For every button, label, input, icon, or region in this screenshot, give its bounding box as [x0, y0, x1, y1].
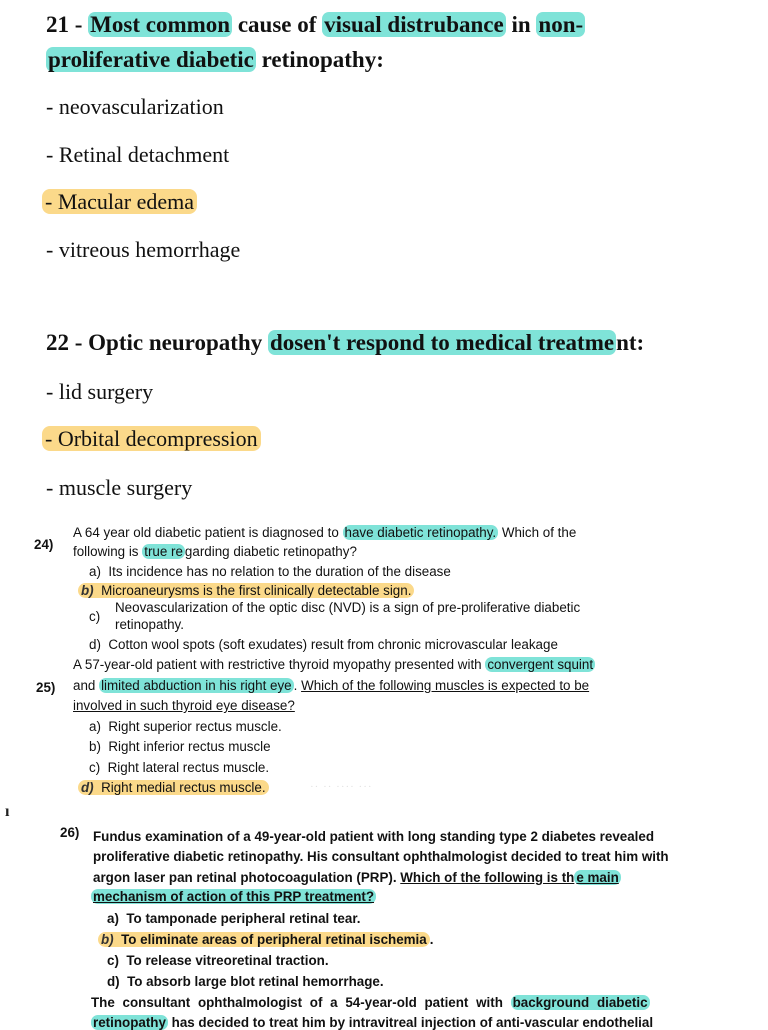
q21-highlight-visual: visual distrubance: [324, 12, 504, 37]
q25-c-text: Right lateral rectus muscle.: [107, 760, 270, 775]
q25-option-a: [89, 719, 282, 734]
q26-c-text: To release vitreoretinal traction.: [126, 953, 329, 968]
q21-option-d: - vitreous hemorrhage: [46, 237, 241, 262]
q26-stem-line2: proliferative diabetic retinopathy. His consultant ophthalmologist decided to treat him with: [93, 849, 669, 864]
q25-option-c: [89, 760, 269, 775]
q24-option-c-line1: Neovascularization of the optic disc (NVD) is a sign of pre-proliferative diabetic: [115, 600, 581, 615]
q21-text: cause of: [232, 12, 323, 37]
q26-option-d: [107, 974, 384, 989]
bleed-through-smudge: ·· ·· ···· ···: [310, 781, 373, 793]
q27-stem-line2: [91, 1015, 653, 1030]
q26-d-text: To absorb large blot retinal hemorrhage.: [127, 974, 384, 989]
q24-number: 24): [34, 537, 54, 552]
q25-stem-line3: involved in such thyroid eye disease?: [73, 698, 295, 713]
q21-text: retinopathy:: [255, 47, 384, 72]
q25-stem-line2: [73, 678, 589, 693]
q24-text: garding diabetic retinopathy?: [184, 544, 357, 559]
q26-stem-line4: [91, 889, 376, 904]
q24-text: A 64 year old diabetic patient is diagnosed to: [73, 525, 343, 540]
q26-underlined-question: Which of the following is th: [400, 870, 575, 885]
q25-number: 25): [36, 680, 56, 695]
q21-title-line1: [46, 12, 585, 38]
q21-option-b: - Retinal detachment: [46, 142, 230, 167]
q24-option-b-answer: [78, 583, 414, 598]
q24-highlight: have diabetic retinopathy.: [344, 525, 497, 540]
q25-highlight: convergent squint: [487, 657, 594, 672]
q25-underlined-question: Which of the following muscles is expected to be: [301, 678, 590, 693]
q25-option-b: [89, 739, 271, 754]
q24-option-c-line2: retinopathy.: [115, 617, 184, 632]
q24-text: Which of the: [498, 525, 577, 540]
q26-a-key: a): [107, 911, 119, 926]
q22-highlight: dosen't respond to medical treatme: [269, 330, 615, 355]
q21-highlight-non: non-: [538, 12, 584, 37]
q25-highlight: limited abduction in his right eye: [101, 678, 292, 693]
q22-number: 22 -: [46, 330, 89, 355]
q24-d-text: Cotton wool spots (soft exudates) result from chronic microvascular leakage: [108, 637, 558, 652]
q25-d-key: d): [81, 780, 94, 795]
q24-d-key: d): [89, 637, 101, 652]
q22-answer-highlight: - Orbital decompression: [42, 426, 261, 451]
q26-b-text: To eliminate areas of peripheral retinal ischemia: [121, 932, 427, 947]
q22-option-c: - muscle surgery: [46, 475, 193, 500]
q26-d-key: d): [107, 974, 120, 989]
q25-option-d-answer: [78, 780, 269, 795]
q26-option-a: [107, 911, 361, 926]
q26-c-key: c): [107, 953, 119, 968]
q24-option-d: [89, 637, 558, 652]
q26-number: 26): [60, 825, 80, 840]
q24-answer-highlight: [78, 583, 414, 598]
q27-stem-line1: [91, 995, 705, 1010]
q21-title-line2: [46, 47, 384, 73]
q21-highlight-proliferative: proliferative diabetic: [48, 47, 254, 72]
q22-option-a: - lid surgery: [46, 379, 154, 404]
q25-a-text: Right superior rectus muscle.: [108, 719, 282, 734]
q24-stem-line1: [73, 525, 701, 540]
q25-text: and: [73, 678, 100, 693]
q25-stem-line1: [73, 657, 595, 672]
margin-mark: ı: [5, 803, 10, 820]
q24-text: following is: [73, 544, 143, 559]
q24-highlight: true re: [144, 544, 183, 559]
q21-option-a: - neovascularization: [46, 94, 224, 119]
q26-b-key: b): [101, 932, 114, 947]
q27-highlight: retinopathy: [93, 1015, 166, 1030]
q22-option-b-answer: [42, 426, 261, 452]
q26-answer-highlight: [98, 932, 430, 947]
q24-a-text: Its incidence has no relation to the duration of the disease: [108, 564, 451, 579]
q24-option-c-key: c): [89, 609, 101, 624]
q25-b-key: b): [89, 739, 101, 754]
q21-answer-highlight: - Macular edema: [42, 189, 197, 214]
q27-text: has decided to treat him by intravitreal injection of anti-vascular endothelial: [167, 1015, 654, 1030]
q27-text: The consultant ophthalmologist of a 54-year-old patient with: [91, 995, 511, 1010]
q22-title: [46, 330, 644, 356]
q21-option-c-answer: [42, 189, 197, 215]
q24-b-key: b): [81, 583, 94, 598]
q21-number: 21 -: [46, 12, 89, 37]
q25-answer-highlight: [78, 780, 269, 795]
q21-highlight-most-common: Most common: [90, 12, 231, 37]
q25-d-text: Right medial rectus muscle.: [101, 780, 266, 795]
q25-c-key: c): [89, 760, 101, 775]
q24-stem-line2: [73, 544, 357, 559]
q25-a-key: a): [89, 719, 101, 734]
q26-option-c: [107, 953, 329, 968]
q26-stem-line3: [93, 870, 621, 885]
q25-b-text: Right inferior rectus muscle: [108, 739, 271, 754]
q25-text: A 57-year-old patient with restrictive thyroid myopathy presented with: [73, 657, 486, 672]
q26-option-b-answer: [98, 932, 433, 947]
q27-highlight: background diabetic: [512, 995, 648, 1010]
q21-text: in: [505, 12, 537, 37]
q26-text: argon laser pan retinal photocoagulation (PRP).: [93, 870, 401, 885]
q24-a-key: a): [89, 564, 101, 579]
q26-highlight: e main: [576, 870, 619, 885]
q24-b-text: Microaneurysms is the first clinically detectable sign.: [101, 583, 412, 598]
q26-stem-line1: Fundus examination of a 49-year-old patient with long standing type 2 diabetes revealed: [93, 829, 655, 844]
q22-text: Optic neuropathy: [88, 330, 268, 355]
q24-option-a: [89, 564, 451, 579]
q26-a-text: To tamponade peripheral retinal tear.: [126, 911, 361, 926]
q26-highlight-question: mechanism of action of this PRP treatment?: [93, 889, 375, 904]
q26-b-period: .: [429, 932, 434, 947]
q22-text: nt:: [616, 330, 645, 355]
q25-text: .: [293, 678, 302, 693]
